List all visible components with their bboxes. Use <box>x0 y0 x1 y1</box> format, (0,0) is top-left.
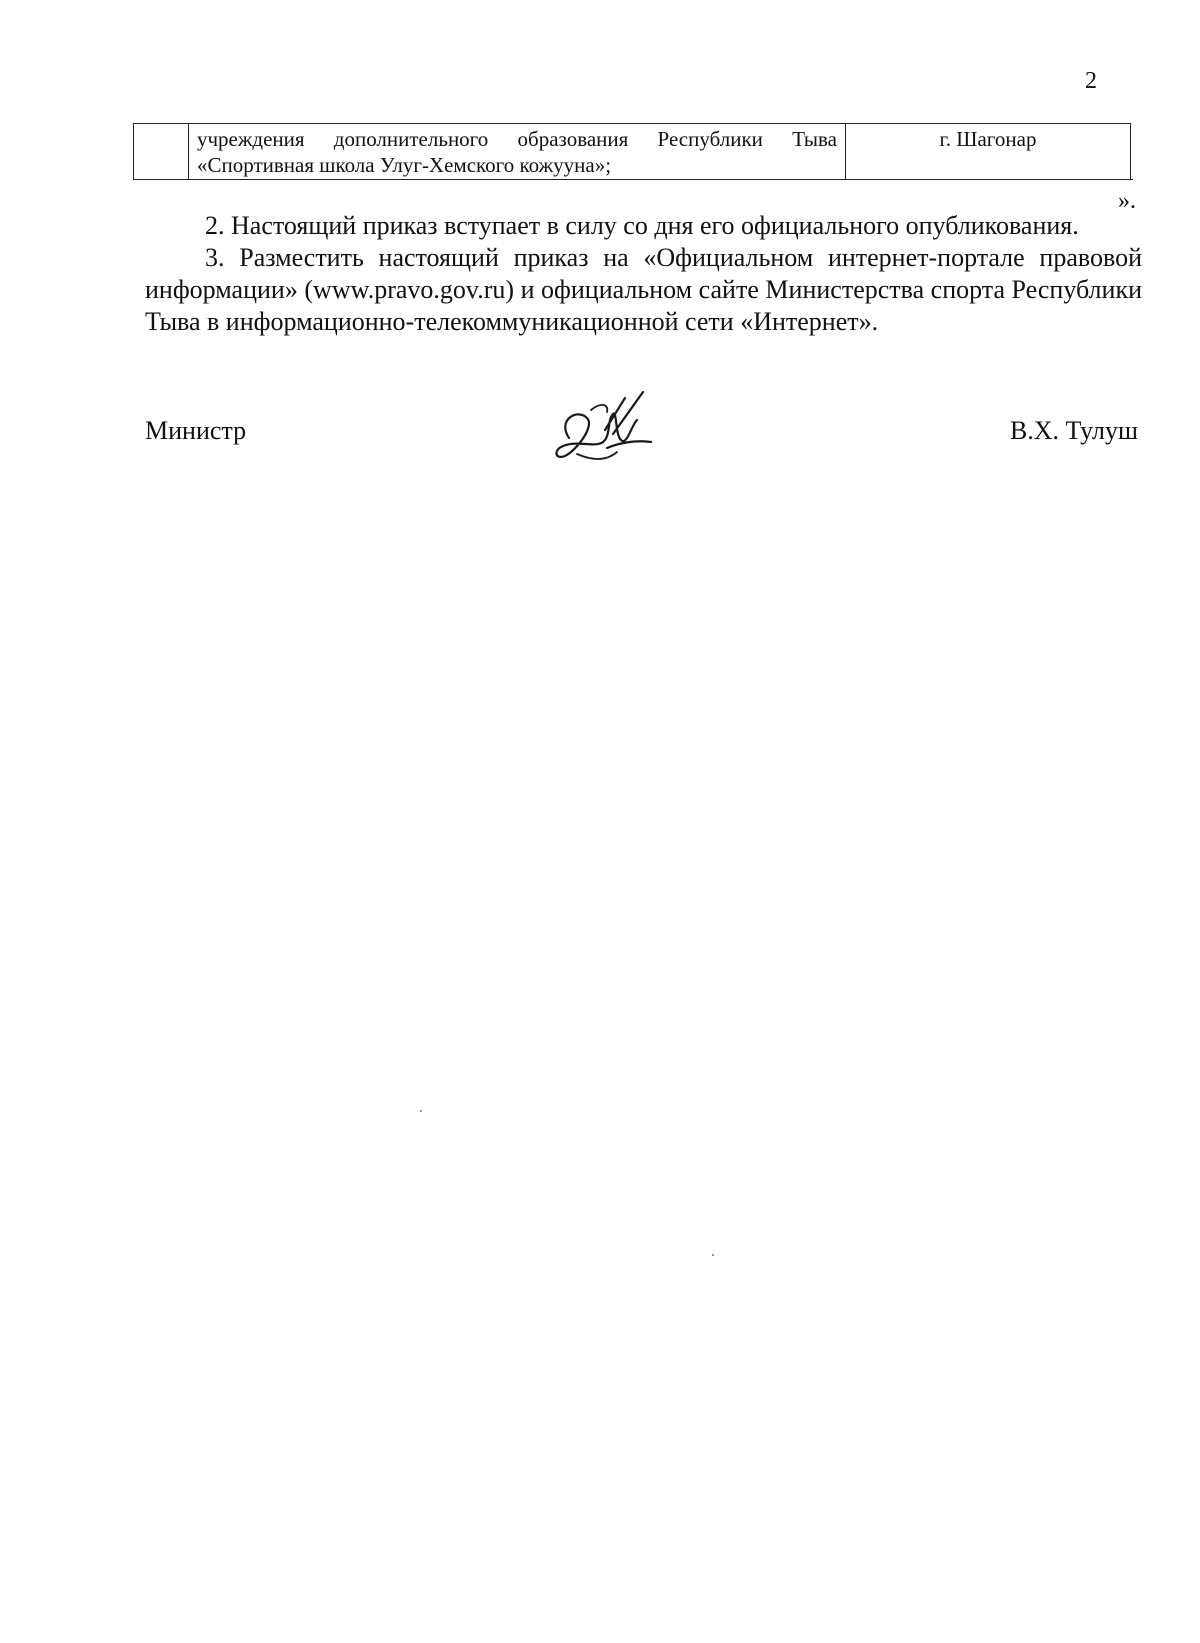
closing-quote: ». <box>1118 188 1136 214</box>
table-cell-institution <box>189 124 846 181</box>
signatory-title: Министр <box>145 416 247 445</box>
signatory-name: В.Х. Тулуш <box>1009 416 1138 445</box>
institution-line-1: учреждения дополнительного образования Республики Тыва <box>197 127 837 151</box>
table-bottom-rule <box>133 179 1133 180</box>
paragraph-3: 3. Разместить настоящий приказ на «Официальном интернет-портале правовой информации» (www.pravo.gov.ru) и официальном сайте Министерства спорта Республики Тыва в информационно-телекоммуникационной сети «Интернет». <box>145 243 1142 336</box>
table-row <box>134 124 1131 181</box>
institution-line-2: «Спортивная школа Улуг-Хемского кожууна»; <box>197 153 612 177</box>
handwritten-signature <box>547 390 657 470</box>
table-cell-number <box>134 124 189 181</box>
scan-speck <box>712 1254 714 1256</box>
order-body <box>145 210 1142 338</box>
page-number: 2 <box>1085 68 1097 94</box>
table-cell-location: г. Шагонар <box>846 124 1131 181</box>
scan-speck <box>420 1110 422 1112</box>
continuation-table <box>133 123 1131 180</box>
signature-block <box>145 410 1138 480</box>
paragraph-2: 2. Настоящий приказ вступает в силу со дня его официального опубликования. <box>205 211 1079 240</box>
